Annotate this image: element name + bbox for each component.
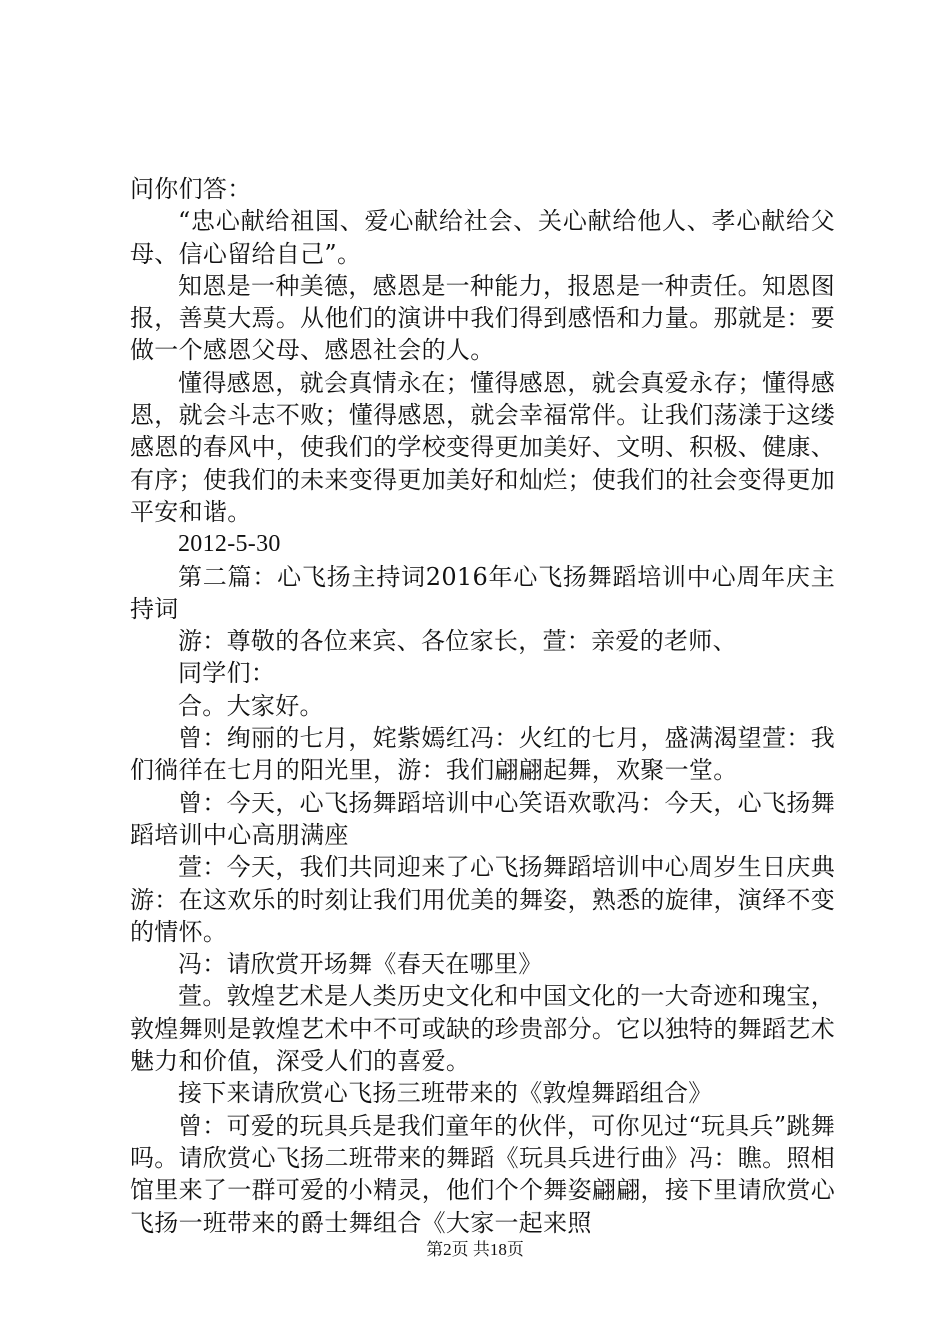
paragraph: 曾：可爱的玩具兵是我们童年的伙伴，可你见过“玩具兵”跳舞吗。请欣赏心飞扬二班带来的舞蹈《玩具兵进行曲》冯：瞧。照相馆里来了一群可爱的小精灵，他们个个舞姿翩翩，接下里请欣赏心飞扬一班带来的爵士舞组合《大家一起来照 [130,1111,835,1237]
paragraph: “忠心献给祖国、爱心献给社会、关心献给他人、孝心献给父母、信心留给自己”。 [130,207,835,268]
paragraph: 冯：请欣赏开场舞《春天在哪里》 [178,950,543,979]
section-heading: 第二篇：心飞扬主持词2016年心飞扬舞蹈培训中心周年庆主持词 [130,562,835,623]
paragraph: 游：尊敬的各位来宾、各位家长，萱：亲爱的老师、 [178,627,737,656]
document-body [130,173,835,1239]
paragraph: 接下来请欣赏心飞扬三班带来的《敦煌舞蹈组合》 [178,1079,713,1108]
date-line: 2012-5-30 [178,531,281,558]
paragraph: 同学们： [178,659,276,688]
paragraph: 合。大家好。 [178,691,324,720]
paragraph: 懂得感恩，就会真情永在；懂得感恩，就会真爱永存；懂得感恩，就会斗志不败；懂得感恩，就会幸福常伴。让我们荡漾于这缕感恩的春风中，使我们的学校变得更加美好、文明、积极、健康、有序；使我们的未来变得更加美好和灿烂；使我们的社会变得更加平安和谐。 [130,368,835,526]
page-number-footer: 第2页 共18页 [426,1240,524,1259]
paragraph: 问你们答： [130,175,252,203]
paragraph: 萱：今天，我们共同迎来了心飞扬舞蹈培训中心周岁生日庆典游：在这欢乐的时刻让我们用优美的舞姿，熟悉的旋律，演绎不变的情怀。 [130,853,835,946]
paragraph: 萱。敦煌艺术是人类历史文化和中国文化的一大奇迹和瑰宝，敦煌舞则是敦煌艺术中不可或缺的珍贵部分。它以独特的舞蹈艺术魅力和价值，深受人们的喜爱。 [130,982,835,1076]
paragraph: 曾：今天，心飞扬舞蹈培训中心笑语欢歌冯：今天，心飞扬舞蹈培训中心高朋满座 [130,788,835,849]
paragraph: 曾：绚丽的七月，姹紫嫣红冯：火红的七月，盛满渴望萱：我们徜徉在七月的阳光里，游：我们翩翩起舞，欢聚一堂。 [130,724,835,785]
paragraph: 知恩是一种美德，感恩是一种能力，报恩是一种责任。知恩图报，善莫大焉。从他们的演讲中我们得到感悟和力量。那就是：要做一个感恩父母、感恩社会的人。 [130,271,835,365]
